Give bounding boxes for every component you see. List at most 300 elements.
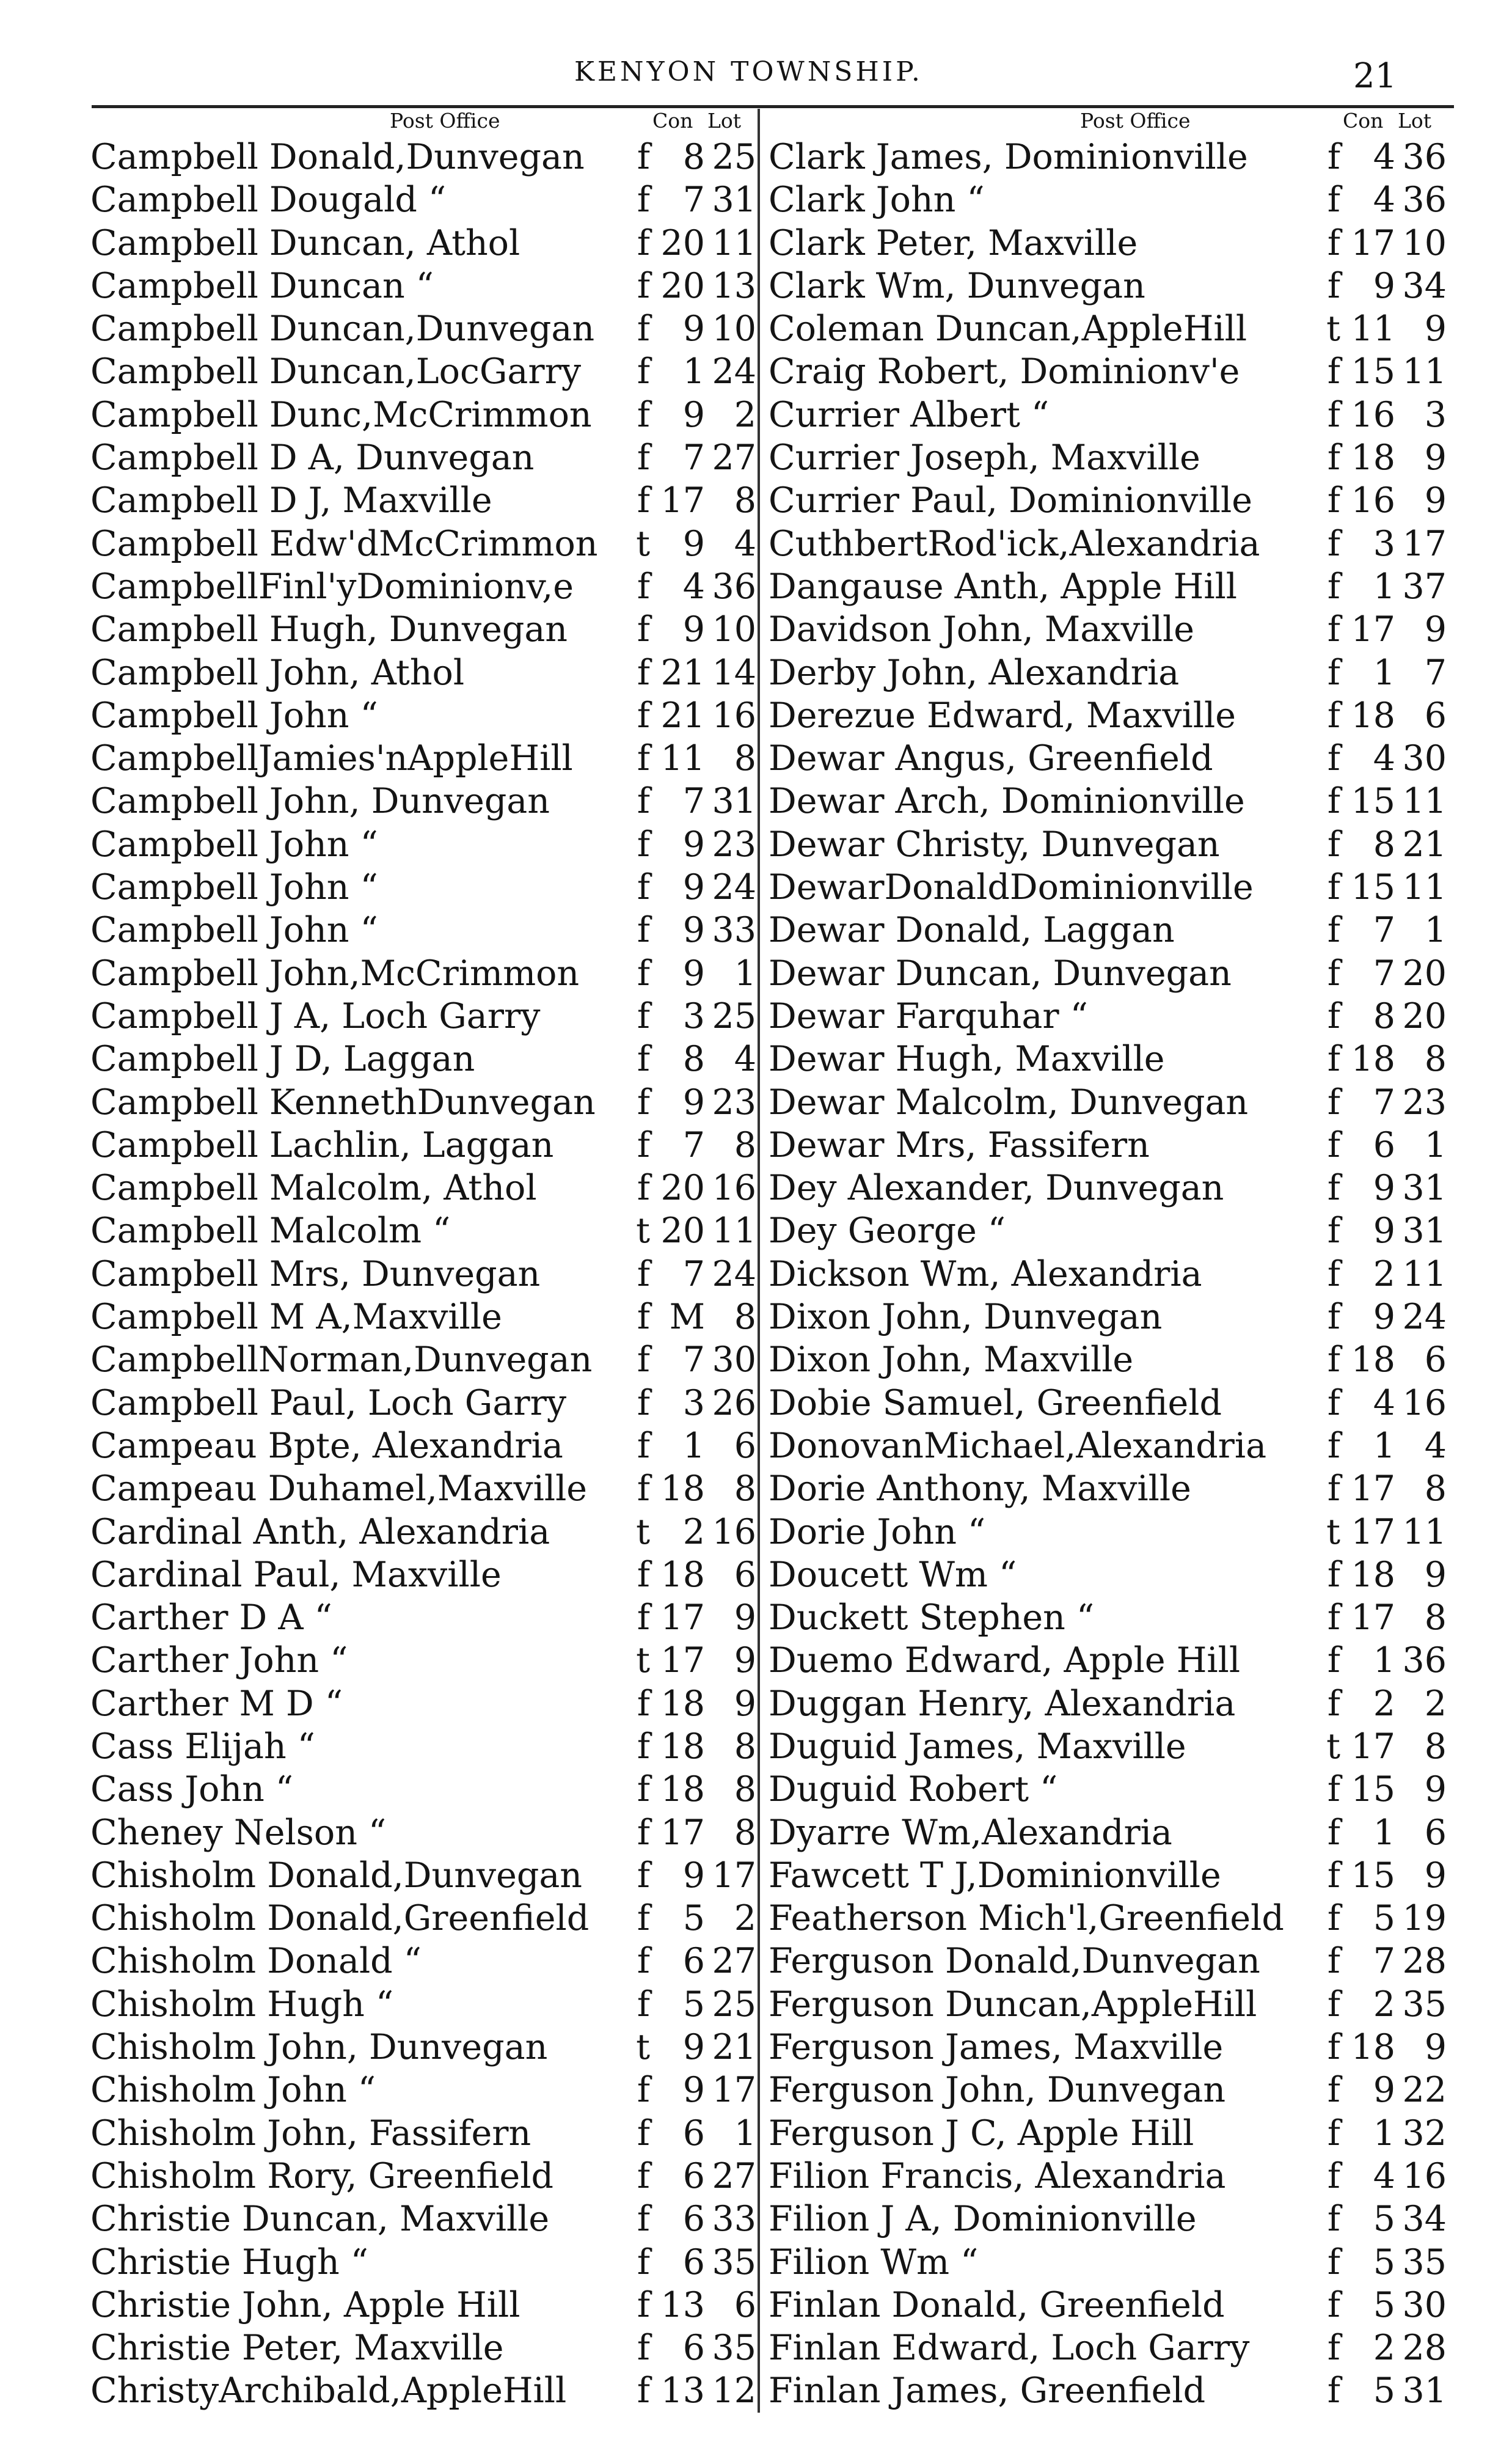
entry-tenure: f	[637, 1726, 650, 1767]
entry-tenure: f	[637, 438, 650, 479]
directory-entry	[769, 479, 1447, 522]
entry-name: Campbell J D, Laggan	[90, 1039, 475, 1080]
entry-name: Dangause Anth, Apple Hill	[769, 566, 1238, 607]
directory-entry	[769, 2155, 1447, 2198]
directory-entry	[90, 780, 756, 823]
entry-concession: 1	[1373, 2113, 1395, 2154]
entry-concession: 17	[1351, 1511, 1395, 1552]
directory-entry	[90, 2369, 756, 2412]
entry-tenure: f	[1327, 351, 1340, 392]
entry-concession: 9	[682, 523, 705, 564]
entry-lot: 2	[734, 394, 756, 435]
directory-entry	[90, 823, 756, 866]
entry-name: Christie John, Apple Hill	[90, 2284, 520, 2325]
entry-lot: 35	[712, 2328, 756, 2369]
entry-name: Ferguson Donald,Dunvegan	[769, 1941, 1260, 1982]
directory-entry	[769, 1382, 1447, 1425]
entry-tenure: f	[637, 1855, 650, 1896]
directory-entry	[90, 1940, 756, 1982]
entry-lot: 4	[734, 1039, 756, 1080]
entry-tenure: f	[1327, 695, 1340, 736]
entry-lot: 9	[1424, 438, 1447, 479]
entry-lot: 11	[1402, 867, 1447, 908]
entry-concession: 2	[1373, 1984, 1395, 2025]
entry-lot: 9	[734, 1597, 756, 1638]
entry-name: Dixon John, Dunvegan	[769, 1297, 1163, 1338]
entry-tenure: f	[637, 2284, 650, 2325]
directory-entry	[769, 1209, 1447, 1252]
entry-name: Chisholm Donald,Dunvegan	[90, 1855, 583, 1896]
entry-lot: 23	[712, 1082, 756, 1123]
entry-concession: 17	[1351, 609, 1395, 650]
entry-lot: 27	[712, 438, 756, 479]
entry-name: Doucett Wm “	[769, 1554, 1017, 1595]
entry-concession: 4	[682, 566, 705, 607]
entry-lot: 3	[1424, 394, 1447, 435]
directory-entry	[90, 1553, 756, 1596]
directory-entry	[90, 995, 756, 1038]
entry-name: Clark James, Dominionville	[769, 137, 1248, 177]
entry-tenure: f	[1327, 1039, 1340, 1080]
directory-entry	[90, 394, 756, 436]
entry-concession: 16	[1351, 480, 1395, 521]
entry-concession: 18	[660, 1683, 705, 1724]
directory-entry	[769, 823, 1447, 866]
entry-lot: 16	[1402, 1382, 1447, 1423]
entry-lot: 23	[712, 824, 756, 865]
entry-name: Finlan Edward, Loch Garry	[769, 2328, 1250, 2369]
entry-tenure: f	[637, 867, 650, 908]
entry-concession: 9	[682, 309, 705, 350]
entry-name: Duguid Robert “	[769, 1769, 1058, 1810]
entry-concession: 1	[1373, 566, 1395, 607]
entry-tenure: f	[1327, 910, 1340, 951]
directory-entry	[769, 1296, 1447, 1338]
directory-entry	[769, 436, 1447, 479]
entry-tenure: f	[637, 1683, 650, 1724]
entry-lot: 1	[734, 953, 756, 994]
directory-entry	[769, 1811, 1447, 1854]
entry-tenure: f	[1327, 824, 1340, 865]
entry-concession: 9	[1373, 265, 1395, 306]
entry-concession: 7	[682, 180, 705, 221]
entry-name: Dewar Mrs, Fassifern	[769, 1124, 1150, 1165]
entry-lot: 21	[1402, 824, 1447, 865]
entry-tenure: f	[637, 1253, 650, 1294]
entry-lot: 35	[712, 2242, 756, 2282]
entry-name: Carther D A “	[90, 1597, 332, 1638]
entry-concession: 4	[1373, 738, 1395, 779]
entry-tenure: f	[637, 1984, 650, 2025]
directory-entry	[769, 2112, 1447, 2155]
entry-concession: 8	[682, 1039, 705, 1080]
entry-lot: 8	[734, 738, 756, 779]
entry-concession: 15	[1351, 867, 1395, 908]
entry-concession: 9	[1373, 1168, 1395, 1209]
entry-concession: 2	[1373, 1683, 1395, 1724]
directory-entry	[90, 565, 756, 608]
entry-name: Christie Hugh “	[90, 2242, 368, 2282]
entry-name: Cheney Nelson “	[90, 1812, 387, 1853]
entry-concession: 9	[682, 2070, 705, 2111]
entry-lot: 13	[712, 265, 756, 306]
entry-lot: 8	[1424, 1597, 1447, 1638]
entry-name: Campbell John, Athol	[90, 652, 465, 693]
entry-concession: 9	[682, 2027, 705, 2068]
entry-tenure: f	[637, 566, 650, 607]
entry-tenure: f	[637, 2199, 650, 2240]
directory-entry	[769, 780, 1447, 823]
entry-name: Filion Francis, Alexandria	[769, 2155, 1226, 2196]
entry-lot: 23	[1402, 1082, 1447, 1123]
entry-concession: 21	[660, 695, 705, 736]
entry-tenure: t	[1326, 1726, 1340, 1767]
entry-tenure: f	[1327, 1168, 1340, 1209]
entry-concession: 15	[1351, 781, 1395, 822]
entry-lot: 9	[1424, 1554, 1447, 1595]
directory-entry	[769, 307, 1447, 350]
entry-tenure: f	[637, 2113, 650, 2154]
directory-entry	[90, 350, 756, 393]
entry-name: Dixon John, Maxville	[769, 1340, 1134, 1380]
left-column	[90, 136, 756, 2413]
entry-tenure: f	[637, 394, 650, 435]
entry-tenure: t	[636, 523, 650, 564]
entry-name: Dewar Duncan, Dunvegan	[769, 953, 1232, 994]
directory-entry	[90, 608, 756, 651]
entry-concession: 18	[1351, 695, 1395, 736]
entry-tenure: f	[637, 480, 650, 521]
entry-name: Duckett Stephen “	[769, 1597, 1095, 1638]
entry-lot: 31	[1402, 1168, 1447, 1209]
directory-entry	[90, 1081, 756, 1124]
entry-tenure: f	[1327, 523, 1340, 564]
entry-concession: 1	[1373, 1812, 1395, 1853]
entry-tenure: f	[637, 1340, 650, 1380]
entry-lot: 8	[1424, 1726, 1447, 1767]
entry-tenure: f	[637, 351, 650, 392]
entry-tenure: f	[1327, 953, 1340, 994]
directory-entry	[769, 350, 1447, 393]
entry-name: Derby John, Alexandria	[769, 652, 1180, 693]
entry-lot: 2	[1424, 1683, 1447, 1724]
directory-entry	[90, 1854, 756, 1897]
entry-tenure: f	[1327, 781, 1340, 822]
entry-name: Duguid James, Maxville	[769, 1726, 1186, 1767]
directory-entry	[90, 2198, 756, 2240]
entry-tenure: f	[1327, 1297, 1340, 1338]
entry-lot: 36	[1402, 137, 1447, 177]
directory-entry	[90, 222, 756, 265]
directory-entry	[90, 737, 756, 780]
entry-concession: 3	[682, 1382, 705, 1423]
entry-concession: 4	[1373, 2155, 1395, 2196]
entry-concession: 9	[1373, 2070, 1395, 2111]
directory-entry	[769, 522, 1447, 565]
entry-lot: 16	[712, 695, 756, 736]
entry-tenure: f	[637, 910, 650, 951]
entry-lot: 6	[734, 1425, 756, 1466]
entry-name: Dewar Angus, Greenfield	[769, 738, 1213, 779]
entry-tenure: t	[636, 1211, 650, 1252]
directory-entry	[769, 737, 1447, 780]
entry-name: Derezue Edward, Maxville	[769, 695, 1236, 736]
right-column-header	[769, 109, 1447, 136]
entry-lot: 22	[1402, 2070, 1447, 2111]
entry-tenure: f	[1327, 180, 1340, 221]
entry-tenure: f	[637, 2242, 650, 2282]
directory-entry	[90, 1382, 756, 1425]
entry-name: Dewar Farquhar “	[769, 996, 1088, 1036]
entry-lot: 21	[712, 2027, 756, 2068]
entry-concession: M	[669, 1297, 705, 1338]
entry-name: Campbell Hugh, Dunvegan	[90, 609, 568, 650]
directory-entry	[769, 1038, 1447, 1080]
entry-name: CuthbertRod'ick,Alexandria	[769, 523, 1260, 564]
entry-lot: 16	[712, 1168, 756, 1209]
entry-concession: 8	[1373, 996, 1395, 1036]
directory-entry	[90, 1338, 756, 1381]
entry-tenure: f	[1327, 1082, 1340, 1123]
directory-entry	[90, 952, 756, 995]
entry-lot: 25	[712, 1984, 756, 2025]
entry-name: Carther John “	[90, 1640, 348, 1681]
entry-concession: 9	[1373, 1297, 1395, 1338]
entry-name: Campbell Donald,Dunvegan	[90, 137, 585, 177]
entry-lot: 11	[712, 1211, 756, 1252]
entry-name: Campbell Edw'dMcCrimmon	[90, 523, 598, 564]
entry-lot: 33	[712, 2199, 756, 2240]
entry-name: Davidson John, Maxville	[769, 609, 1194, 650]
directory-entry	[90, 1253, 756, 1296]
entry-tenure: t	[636, 1511, 650, 1552]
entry-lot: 17	[712, 2070, 756, 2111]
entry-lot: 10	[1402, 222, 1447, 263]
directory-entry	[769, 1253, 1447, 1296]
entry-tenure: f	[1327, 1855, 1340, 1896]
entry-concession: 20	[660, 1168, 705, 1209]
entry-concession: 5	[1373, 2199, 1395, 2240]
entry-lot: 34	[1402, 265, 1447, 306]
entry-lot: 31	[1402, 2370, 1447, 2411]
directory-entry	[769, 2241, 1447, 2284]
entry-name: Dorie Anthony, Maxville	[769, 1469, 1191, 1509]
directory-entry	[769, 565, 1447, 608]
entry-tenure: f	[1327, 2027, 1340, 2068]
entry-lot: 31	[712, 180, 756, 221]
directory-entry	[769, 394, 1447, 436]
directory-entry	[90, 909, 756, 952]
running-title: KENYON TOWNSHIP.	[574, 56, 923, 87]
entry-lot: 12	[712, 2370, 756, 2411]
directory-entry	[90, 2326, 756, 2369]
directory-entry	[769, 1682, 1447, 1725]
directory-entry	[769, 694, 1447, 737]
column-divider	[758, 109, 760, 2413]
entry-tenure: f	[637, 1124, 650, 1165]
entry-name: Dyarre Wm,Alexandria	[769, 1812, 1172, 1853]
entry-tenure: f	[1327, 1769, 1340, 1810]
entry-lot: 9	[1424, 2027, 1447, 2068]
entry-lot: 4	[734, 523, 756, 564]
entry-concession: 3	[1373, 523, 1395, 564]
header-rule	[92, 105, 1454, 108]
entry-lot: 31	[1402, 1211, 1447, 1252]
entry-concession: 6	[682, 1941, 705, 1982]
entry-concession: 1	[1373, 652, 1395, 693]
entry-name: Cass John “	[90, 1769, 294, 1810]
directory-entry	[769, 1940, 1447, 1982]
entry-concession: 4	[1373, 180, 1395, 221]
entry-concession: 15	[1351, 351, 1395, 392]
entry-tenure: f	[637, 953, 650, 994]
entry-tenure: f	[1327, 2113, 1340, 2154]
entry-concession: 6	[682, 2328, 705, 2369]
entry-name: ChristyArchibald,AppleHill	[90, 2370, 567, 2411]
entry-concession: 5	[1373, 2370, 1395, 2411]
entry-name: Campbell Duncan, Athol	[90, 222, 520, 263]
entry-name: Campbell Duncan “	[90, 265, 434, 306]
entry-concession: 18	[660, 1469, 705, 1509]
entry-tenure: f	[637, 1898, 650, 1939]
entry-concession: 13	[660, 2370, 705, 2411]
directory-entry	[90, 178, 756, 221]
entry-lot: 10	[712, 609, 756, 650]
directory-entry	[769, 1511, 1447, 1553]
directory-entry	[769, 1897, 1447, 1940]
entry-name: Campbell John “	[90, 824, 378, 865]
directory-entry	[90, 2241, 756, 2284]
directory-entry	[769, 1854, 1447, 1897]
entry-concession: 7	[1373, 1082, 1395, 1123]
entry-name: Dewar Hugh, Maxville	[769, 1039, 1165, 1080]
entry-concession: 5	[682, 1984, 705, 2025]
entry-lot: 33	[712, 910, 756, 951]
directory-entry	[90, 1124, 756, 1167]
entry-lot: 14	[712, 652, 756, 693]
entry-lot: 9	[1424, 480, 1447, 521]
entry-tenure: t	[1326, 1511, 1340, 1552]
entry-concession: 1	[682, 1425, 705, 1466]
entry-lot: 24	[712, 1253, 756, 1294]
directory-entry	[769, 222, 1447, 265]
entry-name: Campbell J A, Loch Garry	[90, 996, 541, 1036]
entry-concession: 6	[682, 2113, 705, 2154]
entry-tenure: f	[1327, 265, 1340, 306]
entry-lot: 34	[1402, 2199, 1447, 2240]
entry-tenure: f	[1327, 609, 1340, 650]
entry-tenure: f	[1327, 2284, 1340, 2325]
entry-tenure: f	[637, 2370, 650, 2411]
entry-lot: 30	[712, 1340, 756, 1380]
directory-entry	[90, 1768, 756, 1811]
entry-name: Campeau Bpte, Alexandria	[90, 1425, 563, 1466]
entry-lot: 25	[712, 996, 756, 1036]
entry-concession: 2	[682, 1511, 705, 1552]
entry-concession: 18	[1351, 1554, 1395, 1595]
entry-lot: 24	[712, 351, 756, 392]
entry-concession: 6	[682, 2199, 705, 2240]
directory-entry	[769, 1768, 1447, 1811]
con-header: Con	[652, 109, 693, 133]
entry-concession: 9	[682, 1855, 705, 1896]
entry-tenure: f	[1327, 1812, 1340, 1853]
entry-concession: 2	[1373, 2328, 1395, 2369]
entry-tenure: f	[637, 137, 650, 177]
entry-lot: 8	[1424, 1469, 1447, 1509]
directory-entry	[90, 522, 756, 565]
entry-name: Campbell John “	[90, 695, 378, 736]
entry-concession: 9	[682, 1082, 705, 1123]
entry-tenure: f	[1327, 438, 1340, 479]
entry-lot: 1	[734, 2113, 756, 2154]
entry-tenure: f	[1327, 1382, 1340, 1423]
entry-name: Campbell John “	[90, 910, 378, 951]
entry-tenure: f	[1327, 652, 1340, 693]
directory-entry	[90, 1983, 756, 2026]
entry-lot: 8	[734, 1469, 756, 1509]
entry-concession: 16	[1351, 394, 1395, 435]
entry-name: Chisholm Hugh “	[90, 1984, 394, 2025]
directory-entry	[90, 265, 756, 307]
con-header: Con	[1343, 109, 1384, 133]
directory-entry	[769, 1425, 1447, 1467]
entry-concession: 18	[1351, 438, 1395, 479]
entry-concession: 9	[682, 910, 705, 951]
entry-name: DewarDonaldDominionville	[769, 867, 1254, 908]
directory-entry	[769, 1983, 1447, 2026]
entry-concession: 9	[682, 953, 705, 994]
directory-entry	[90, 2112, 756, 2155]
directory-entry	[769, 651, 1447, 694]
entry-lot: 16	[712, 1511, 756, 1552]
entry-concession: 17	[660, 480, 705, 521]
entry-lot: 9	[734, 1640, 756, 1681]
entry-concession: 1	[1373, 1640, 1395, 1681]
entry-concession: 8	[1373, 824, 1395, 865]
entry-name: Fawcett T J,Dominionville	[769, 1855, 1221, 1896]
entry-name: Cass Elijah “	[90, 1726, 315, 1767]
directory-entry	[90, 1725, 756, 1768]
entry-lot: 30	[1402, 2284, 1447, 2325]
entry-concession: 17	[1351, 1469, 1395, 1509]
entry-tenure: f	[637, 996, 650, 1036]
directory-entry	[90, 307, 756, 350]
entry-name: CampbellFinl'yDominionv,e	[90, 566, 574, 607]
entry-tenure: f	[1327, 137, 1340, 177]
entry-tenure: f	[637, 609, 650, 650]
entry-lot: 4	[1424, 1425, 1447, 1466]
entry-tenure: f	[637, 1941, 650, 1982]
entry-tenure: f	[1327, 2199, 1340, 2240]
entry-name: Campbell Mrs, Dunvegan	[90, 1253, 541, 1294]
directory-entry	[90, 1682, 756, 1725]
directory-entry	[90, 1511, 756, 1553]
entry-tenure: f	[637, 309, 650, 350]
entry-name: Currier Paul, Dominionville	[769, 480, 1252, 521]
entry-concession: 20	[660, 222, 705, 263]
directory-entry	[90, 479, 756, 522]
entry-lot: 8	[734, 480, 756, 521]
entry-lot: 9	[1424, 609, 1447, 650]
entry-concession: 6	[682, 2242, 705, 2282]
directory-entry	[769, 1553, 1447, 1596]
entry-concession: 17	[1351, 1726, 1395, 1767]
entry-tenure: f	[1327, 2242, 1340, 2282]
entry-name: Cardinal Anth, Alexandria	[90, 1511, 550, 1552]
entry-name: Dewar Arch, Dominionville	[769, 781, 1245, 822]
entry-concession: 18	[1351, 2027, 1395, 2068]
